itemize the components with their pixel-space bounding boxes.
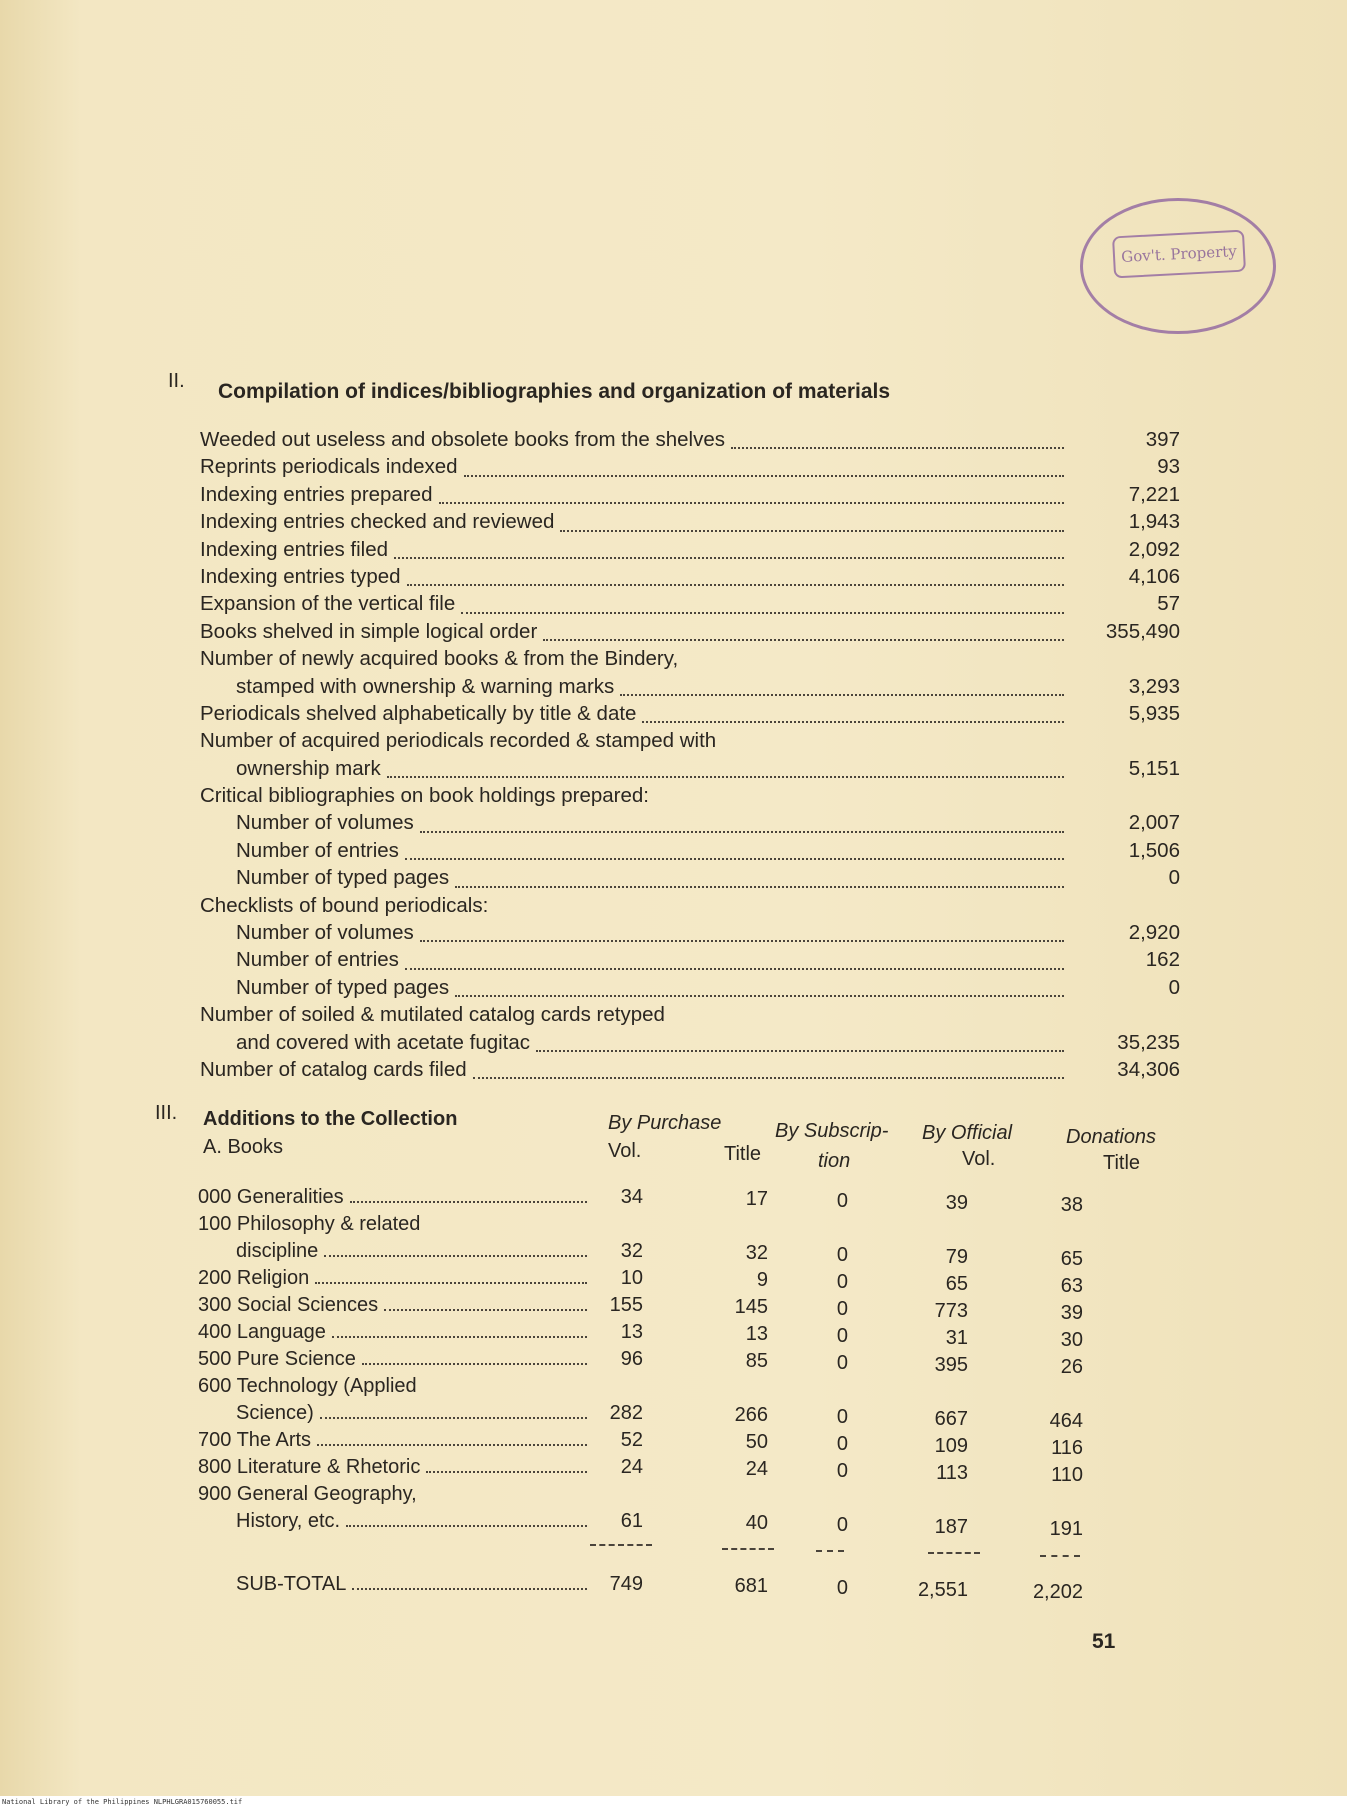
official-vol-cell: 2,551 [917, 1579, 968, 1601]
item-label: Reprints periodicals indexed [200, 455, 458, 479]
section-3-numeral: III. [155, 1102, 178, 1124]
list-item [200, 428, 1180, 455]
row-label-text: 800 Literature & Rhetoric [198, 1456, 421, 1478]
purchase-vol-cell: 13 [620, 1321, 643, 1343]
total-rule-3 [816, 1550, 844, 1552]
purchase-vol-cell: 61 [620, 1510, 643, 1532]
item-value: 34,306 [1117, 1057, 1180, 1081]
item-value: 1,506 [1128, 838, 1180, 862]
item-label: Books shelved in simple logical order [200, 619, 538, 643]
item-label: Checklists of bound periodicals: [200, 893, 489, 917]
list-item [200, 811, 1180, 838]
item-label: Number of acquired periodicals recorded & stamped with [200, 729, 717, 753]
total-rule-1 [590, 1544, 652, 1546]
list-item [200, 647, 1180, 674]
purchase-title-cell: 50 [745, 1431, 768, 1453]
dot-leader [315, 1282, 587, 1284]
item-value: 4,106 [1128, 564, 1180, 588]
purchase-vol-cell: 34 [620, 1186, 643, 1208]
row-label-text: SUB-TOTAL [236, 1573, 347, 1595]
item-label: Indexing entries prepared [200, 482, 433, 506]
dot-leader [473, 1076, 1064, 1079]
row-label-text: 300 Social Sciences [198, 1294, 379, 1316]
item-label: Number of entries [236, 948, 399, 972]
dot-leader [320, 1417, 587, 1419]
dot-leader [642, 720, 1064, 723]
donations-title-cell: 63 [1060, 1275, 1083, 1297]
row-label [198, 1240, 593, 1263]
official-vol-cell: 65 [945, 1273, 968, 1295]
purchase-title-cell: 24 [745, 1458, 768, 1480]
official-vol-cell: 773 [934, 1300, 968, 1322]
dot-leader [455, 885, 1064, 888]
list-item [200, 784, 1180, 811]
item-label: Number of typed pages [236, 975, 450, 999]
dot-leader [684, 668, 1064, 669]
total-rule-2 [722, 1548, 774, 1550]
government-property-stamp [1080, 198, 1276, 334]
purchase-title-cell: 40 [745, 1512, 768, 1534]
dot-leader [350, 1201, 587, 1203]
subscription-cell: 0 [836, 1325, 848, 1347]
subscription-cell: 0 [836, 1352, 848, 1374]
col-header-donations-title: Title [1103, 1152, 1141, 1174]
item-value: 5,151 [1128, 756, 1180, 780]
donations-title-cell: 2,202 [1032, 1581, 1083, 1603]
dot-leader [346, 1525, 587, 1527]
subscription-cell: 0 [836, 1460, 848, 1482]
col-header-purchase-vol: Vol. [608, 1140, 642, 1162]
table-row [198, 1375, 1098, 1402]
item-value: 93 [1157, 455, 1180, 479]
purchase-title-cell: 9 [756, 1269, 768, 1291]
table-row [198, 1348, 1098, 1378]
dot-leader [317, 1444, 587, 1446]
row-label [198, 1573, 593, 1596]
item-label: Number of entries [236, 838, 399, 862]
purchase-vol-cell: 24 [620, 1456, 643, 1478]
purchase-title-cell: 145 [734, 1296, 768, 1318]
dot-leader [560, 529, 1064, 532]
official-vol-cell: 187 [934, 1516, 968, 1538]
item-value: 0 [1168, 975, 1180, 999]
section-2-numeral: II. [168, 370, 185, 392]
dot-leader [324, 1255, 587, 1257]
official-vol-cell: 39 [945, 1192, 968, 1214]
dot-leader [464, 474, 1064, 477]
list-item [200, 894, 1180, 921]
purchase-vol-cell: 52 [620, 1429, 643, 1451]
row-label [198, 1429, 593, 1452]
table-row [198, 1429, 1098, 1459]
item-label: Indexing entries typed [200, 564, 401, 588]
purchase-vol-cell: 10 [620, 1267, 643, 1289]
official-vol-cell: 31 [945, 1327, 968, 1349]
item-label: ownership mark [236, 756, 381, 780]
item-label: Number of newly acquired books & from the Bindery, [200, 647, 679, 671]
row-label [198, 1456, 593, 1479]
item-label: Number of typed pages [236, 866, 450, 890]
item-value: 2,092 [1128, 537, 1180, 561]
row-label-text: 400 Language [198, 1321, 326, 1343]
table-row [198, 1483, 1098, 1510]
dot-leader [439, 501, 1065, 504]
official-vol-cell: 667 [934, 1408, 968, 1430]
row-label-text: 200 Religion [198, 1267, 310, 1289]
col-header-by-purchase: By Purchase [608, 1112, 722, 1134]
list-item [200, 839, 1180, 866]
stamp-label: Gov't. Property [1112, 230, 1246, 279]
scan-footer: National Library of the Philippines NLPHLGRA015760055.tif [0, 1796, 1347, 1808]
row-label-text: 100 Philosophy & related [198, 1213, 421, 1235]
item-label: Weeded out useless and obsolete books from the shelves [200, 428, 725, 451]
donations-title-cell: 191 [1049, 1518, 1083, 1540]
item-label: Number of volumes [236, 811, 414, 835]
item-label: Indexing entries checked and reviewed [200, 510, 555, 534]
item-label: Expansion of the vertical file [200, 592, 456, 616]
table-row [198, 1294, 1098, 1324]
list-item [200, 948, 1180, 975]
row-label-text: 600 Technology (Applied [198, 1375, 417, 1397]
item-value: 2,920 [1128, 921, 1180, 945]
item-value: 3,293 [1128, 674, 1180, 698]
table-row [198, 1510, 1098, 1540]
section-2-list [200, 428, 1180, 1085]
purchase-vol-cell: 32 [620, 1240, 643, 1262]
purchase-vol-cell: 749 [609, 1573, 643, 1595]
table-row [198, 1573, 1098, 1603]
purchase-title-cell: 13 [745, 1323, 768, 1345]
item-label: Number of soiled & mutilated catalog cards retyped [200, 1003, 665, 1027]
row-label [198, 1294, 593, 1317]
dot-leader [655, 804, 1064, 805]
dot-leader [494, 914, 1064, 915]
dot-leader [407, 583, 1064, 586]
purchase-vol-cell: 282 [609, 1402, 643, 1424]
table-row [198, 1240, 1098, 1270]
table-row [198, 1267, 1098, 1297]
row-label [198, 1510, 593, 1533]
subscription-cell: 0 [836, 1433, 848, 1455]
subscription-cell: 0 [836, 1577, 848, 1599]
row-label [198, 1483, 593, 1506]
row-label-text: 900 General Geography, [198, 1483, 417, 1505]
list-item [200, 592, 1180, 619]
row-label-text: 500 Pure Science [198, 1348, 356, 1370]
dot-leader [384, 1309, 587, 1311]
item-label: and covered with acetate fugitac [236, 1030, 531, 1054]
dot-leader [420, 830, 1064, 833]
purchase-title-cell: 681 [734, 1575, 768, 1597]
donations-title-cell: 26 [1060, 1356, 1083, 1378]
dot-leader [362, 1363, 587, 1365]
dot-leader [536, 1049, 1064, 1052]
dot-leader [455, 994, 1064, 997]
official-vol-cell: 79 [945, 1246, 968, 1268]
list-item [200, 1003, 1180, 1030]
item-value: 0 [1168, 866, 1180, 890]
col-header-by-official: By Official [922, 1122, 1013, 1144]
item-value: 57 [1157, 592, 1180, 616]
item-value: 355,490 [1105, 619, 1180, 643]
dot-leader [332, 1336, 587, 1338]
dot-leader [387, 775, 1064, 778]
item-value: 5,935 [1128, 701, 1180, 725]
subscription-cell: 0 [836, 1514, 848, 1536]
col-header-by-subscription: By Subscrip- [775, 1120, 889, 1142]
list-item [200, 757, 1180, 784]
table-row [198, 1213, 1098, 1240]
list-item [200, 976, 1180, 1003]
list-item [200, 538, 1180, 565]
purchase-title-cell: 266 [734, 1404, 768, 1426]
row-label [198, 1402, 593, 1425]
row-label-text: 000 Generalities [198, 1186, 344, 1208]
section-3-subheading: A. Books [203, 1136, 284, 1158]
donations-title-cell: 30 [1060, 1329, 1083, 1351]
list-item [200, 866, 1180, 893]
purchase-vol-cell: 96 [620, 1348, 643, 1370]
item-label: Number of volumes [236, 921, 414, 945]
table-row [198, 1186, 1098, 1216]
donations-title-cell: 110 [1051, 1464, 1083, 1486]
item-value: 1,943 [1128, 510, 1180, 534]
dot-leader [671, 1024, 1064, 1025]
official-vol-cell: 113 [936, 1462, 968, 1484]
subscription-cell: 0 [836, 1271, 848, 1293]
section-3-heading: Additions to the Collection [203, 1108, 458, 1130]
purchase-vol-cell: 155 [609, 1294, 643, 1316]
list-item [200, 455, 1180, 482]
list-item [200, 1031, 1180, 1058]
official-vol-cell: 395 [934, 1354, 968, 1376]
dot-leader [394, 556, 1064, 559]
donations-title-cell: 38 [1060, 1194, 1083, 1216]
list-item [200, 620, 1180, 647]
subscription-cell: 0 [836, 1190, 848, 1212]
subscription-cell: 0 [836, 1298, 848, 1320]
list-item [200, 702, 1180, 729]
item-value: 7,221 [1128, 482, 1180, 506]
item-value: 35,235 [1117, 1030, 1180, 1054]
list-item [200, 510, 1180, 537]
row-label-text: History, etc. [236, 1510, 341, 1532]
list-item [200, 921, 1180, 948]
row-label-text: discipline [236, 1240, 319, 1262]
row-label [198, 1267, 593, 1290]
row-label [198, 1321, 593, 1344]
purchase-title-cell: 17 [745, 1188, 768, 1210]
item-value: 2,007 [1128, 811, 1180, 835]
dot-leader [543, 638, 1064, 641]
dot-leader [461, 611, 1064, 614]
col-header-subscription-cont: tion [818, 1150, 851, 1172]
item-label: Periodicals shelved alphabetically by title & date [200, 701, 637, 725]
dot-leader [731, 446, 1064, 449]
section-2-heading: Compilation of indices/bibliographies and organization of materials [218, 380, 891, 403]
table-row [198, 1456, 1098, 1486]
item-value: 162 [1145, 948, 1180, 972]
dot-leader [405, 857, 1064, 860]
item-label: stamped with ownership & warning marks [236, 674, 615, 698]
donations-title-cell: 65 [1060, 1248, 1083, 1270]
item-value: 397 [1145, 428, 1180, 451]
table-row [198, 1321, 1098, 1351]
row-label-text: Science) [236, 1402, 314, 1424]
official-vol-cell: 109 [934, 1435, 968, 1457]
row-label [198, 1375, 593, 1398]
dot-leader [620, 693, 1064, 696]
total-rule-5 [1040, 1555, 1080, 1557]
list-item [200, 483, 1180, 510]
col-header-donations: Donations [1066, 1126, 1157, 1148]
col-header-official-vol: Vol. [962, 1148, 996, 1170]
row-label [198, 1348, 593, 1371]
row-label-text: 700 The Arts [198, 1429, 312, 1451]
item-label: Number of catalog cards filed [200, 1057, 467, 1081]
item-label: Critical bibliographies on book holdings prepared: [200, 784, 649, 808]
subscription-cell: 0 [836, 1244, 848, 1266]
page-number: 51 [1092, 1630, 1116, 1653]
donations-title-cell: 39 [1060, 1302, 1083, 1324]
list-item [200, 1058, 1180, 1085]
row-label [198, 1186, 593, 1209]
dot-leader [405, 967, 1064, 970]
col-header-purchase-title: Title [724, 1143, 762, 1165]
dot-leader [420, 939, 1064, 942]
dot-leader [426, 1471, 587, 1473]
dot-leader [722, 750, 1064, 751]
total-rule-4 [928, 1552, 980, 1554]
dot-leader [352, 1588, 587, 1590]
purchase-title-cell: 32 [745, 1242, 768, 1264]
list-item [200, 565, 1180, 592]
list-item [200, 675, 1180, 702]
donations-title-cell: 464 [1049, 1410, 1083, 1432]
table-row [198, 1402, 1098, 1432]
item-label: Indexing entries filed [200, 537, 389, 561]
row-label [198, 1213, 593, 1236]
list-item [200, 729, 1180, 756]
subscription-cell: 0 [836, 1406, 848, 1428]
donations-title-cell: 116 [1051, 1437, 1083, 1459]
purchase-title-cell: 85 [745, 1350, 768, 1372]
